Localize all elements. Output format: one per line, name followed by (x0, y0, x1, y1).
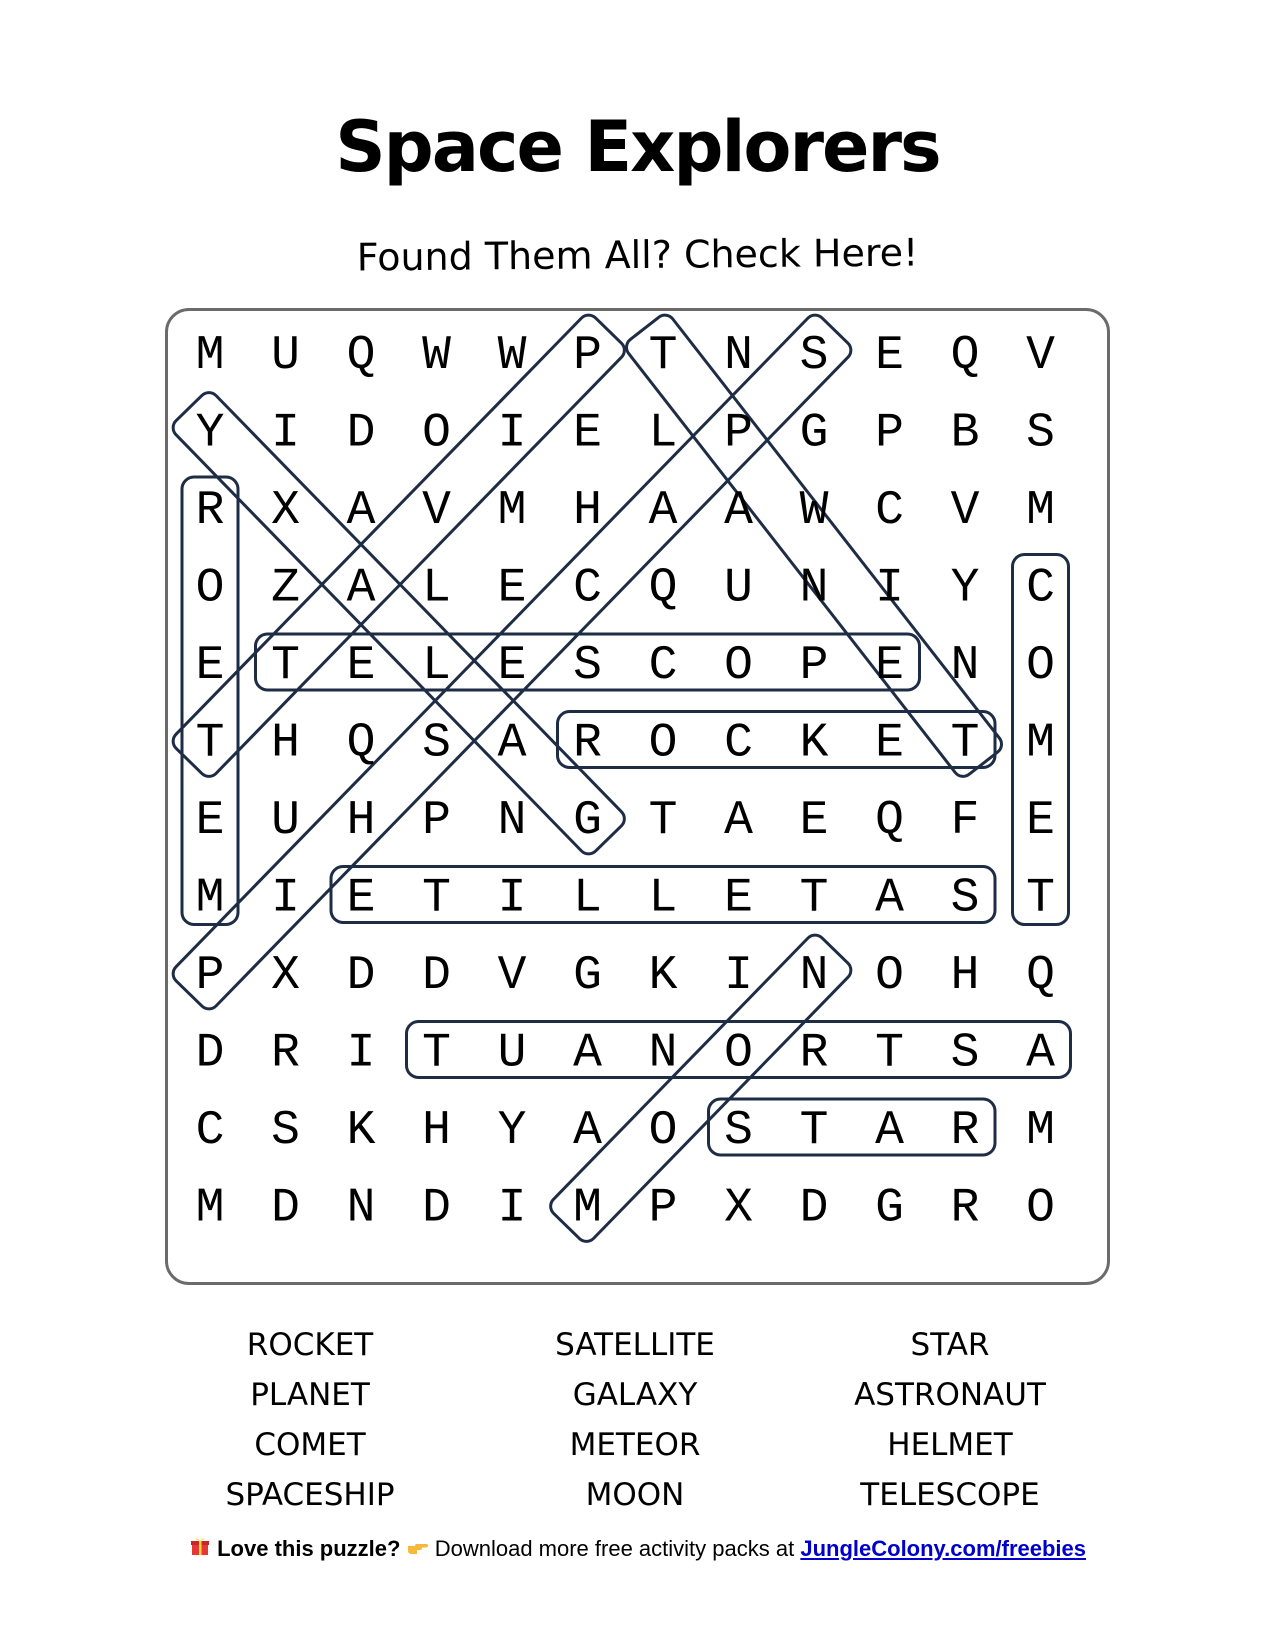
grid-letter: P (799, 639, 829, 693)
grid-letter: E (195, 639, 225, 693)
grid-letter: I (875, 561, 904, 616)
grid-letter: H (271, 716, 300, 771)
grid-letter: H (573, 484, 602, 538)
grid-letter: T (799, 871, 829, 926)
grid-letter: S (724, 1104, 753, 1158)
grid-letter: Q (875, 794, 904, 848)
word-list-item: ASTRONAUT (854, 1377, 1046, 1413)
grid-letter: A (346, 484, 376, 538)
grid-letter: L (422, 639, 451, 693)
grid-letter: D (799, 1181, 829, 1236)
grid-letter: H (950, 949, 980, 1003)
grid-letter: Y (195, 406, 225, 461)
word-list-item: MOON (585, 1477, 685, 1513)
grid-letter: N (799, 949, 829, 1003)
grid-letter: D (271, 1181, 300, 1236)
grid-letter: V (1026, 329, 1055, 383)
word-list-item: HELMET (887, 1427, 1013, 1463)
grid-letter: C (875, 484, 904, 538)
word-list-item: ROCKET (246, 1327, 374, 1363)
grid-letter: P (648, 1181, 678, 1236)
grid-letter: O (875, 949, 904, 1003)
grid-letter: T (875, 1026, 904, 1081)
grid-letter: F (950, 794, 980, 848)
grid-letter: W (497, 329, 527, 383)
grid-letter: T (950, 716, 980, 771)
grid-letter: E (346, 871, 376, 926)
grid-letter: N (799, 561, 829, 616)
grid-letter: A (875, 871, 904, 926)
grid-letter: G (875, 1181, 904, 1236)
grid-letter: Q (346, 329, 376, 383)
grid-letter: Y (497, 1104, 527, 1158)
footer-callout: Love this puzzle? (217, 1536, 401, 1561)
grid-letter: R (573, 716, 602, 771)
word-list-item: TELESCOPE (860, 1477, 1040, 1513)
grid-letter: C (195, 1104, 225, 1158)
grid-letter: D (422, 949, 451, 1003)
grid-letter: L (648, 871, 678, 926)
grid-letter: C (573, 561, 602, 616)
grid-letter: X (271, 949, 300, 1003)
grid-letter: M (195, 871, 225, 926)
grid-letter: E (1026, 794, 1055, 848)
grid-letter: G (573, 794, 602, 848)
gift-icon (189, 1534, 211, 1564)
grid-letter: M (1026, 716, 1055, 771)
grid-letter: A (573, 1104, 602, 1158)
grid-letter: L (573, 871, 602, 926)
grid-letter: O (648, 716, 678, 771)
grid-letter: R (799, 1026, 829, 1081)
word-list-item: GALAXY (572, 1377, 698, 1413)
grid-letter: E (573, 406, 602, 461)
grid-letter: A (1026, 1026, 1055, 1081)
word-list-column-3 (800, 1320, 1100, 1520)
grid-letter: S (950, 1026, 980, 1081)
footer (0, 1534, 1275, 1564)
grid-letter: D (422, 1181, 451, 1236)
grid-letter: U (271, 794, 300, 848)
grid-letter: O (724, 639, 753, 693)
grid-letter: M (573, 1181, 602, 1236)
grid-letter: M (195, 329, 225, 383)
grid-letter: V (950, 484, 980, 538)
grid-letter: I (271, 871, 300, 926)
grid-letter: T (422, 1026, 451, 1081)
grid-letter: T (195, 716, 225, 771)
grid-letter: I (724, 949, 753, 1003)
grid-letter: X (724, 1181, 753, 1236)
grid-letter: M (1026, 484, 1055, 538)
word-list-item: SPACESHIP (225, 1477, 395, 1513)
grid-letter: T (422, 871, 451, 926)
grid-letter: H (346, 794, 376, 848)
grid-letter: P (422, 794, 451, 848)
grid-letter: Y (950, 561, 980, 616)
grid-letter: W (799, 484, 829, 538)
grid-letter: E (875, 639, 904, 693)
grid-letter: P (195, 949, 225, 1003)
word-list-column-1 (160, 1320, 460, 1520)
grid-letter: Q (950, 329, 980, 383)
grid-letter: R (271, 1026, 300, 1081)
grid-letter: T (799, 1104, 829, 1158)
grid-letter: U (271, 329, 300, 383)
grid-letter: T (271, 639, 300, 693)
word-list-item: COMET (254, 1427, 366, 1463)
grid-letter: O (1026, 639, 1055, 693)
grid-letter: U (724, 561, 753, 616)
grid-letter: T (648, 794, 678, 848)
pointing-hand-icon (407, 1534, 429, 1564)
grid-letter: D (346, 949, 376, 1003)
grid-letter: A (346, 561, 376, 616)
grid-letter: A (875, 1104, 904, 1158)
grid-letter: C (724, 716, 753, 771)
grid-letter: E (346, 639, 376, 693)
grid-letter: O (422, 406, 451, 461)
grid-letter: G (799, 406, 829, 461)
grid-letter: M (1026, 1104, 1055, 1158)
word-list-column-2 (485, 1320, 785, 1520)
grid-letter: A (648, 484, 678, 538)
grid-letter: K (346, 1104, 376, 1158)
word-list-item: PLANET (250, 1377, 370, 1413)
grid-letter: X (271, 484, 300, 538)
grid-letter: N (648, 1026, 678, 1081)
grid-letter: T (1026, 871, 1055, 926)
grid-letter: Q (1026, 949, 1055, 1003)
grid-letter: S (799, 329, 829, 383)
grid-letter: A (724, 484, 753, 538)
grid-letter: S (573, 639, 602, 693)
grid-letter: A (573, 1026, 602, 1081)
grid-letter: I (346, 1026, 376, 1081)
freebies-link[interactable]: JungleColony.com/freebies (800, 1536, 1086, 1561)
grid-letter: C (1026, 561, 1055, 616)
grid-letter: K (799, 716, 829, 771)
grid-letter: O (195, 561, 225, 616)
grid-letter: L (648, 406, 678, 461)
grid-letter: R (195, 484, 225, 538)
grid-letter: E (875, 716, 904, 771)
grid-letter: N (497, 794, 527, 848)
grid-letter: A (497, 716, 527, 771)
grid-letter: E (497, 561, 527, 616)
grid-letter: E (875, 329, 904, 383)
grid-letter: Q (346, 716, 376, 771)
grid-letter: I (271, 406, 300, 461)
grid-letter: E (799, 794, 829, 848)
grid-letter: E (497, 639, 527, 693)
grid-letter: S (271, 1104, 300, 1158)
grid-letter: M (195, 1181, 225, 1236)
grid-letter: U (497, 1026, 527, 1081)
footer-text: Download more free activity packs at (434, 1536, 795, 1561)
grid-letter: A (724, 794, 753, 848)
grid-letter: B (950, 406, 980, 461)
grid-letter: O (1026, 1181, 1055, 1236)
grid-letter: M (497, 484, 527, 538)
word-list-item: METEOR (569, 1427, 701, 1463)
grid-letter: S (950, 871, 980, 926)
grid-letter: P (573, 329, 602, 383)
grid-letter: Q (648, 561, 678, 616)
grid-letter: K (648, 949, 678, 1003)
page-title: Space Explorers (335, 106, 940, 188)
grid-letter: S (1026, 406, 1055, 461)
page-subtitle: Found Them All? Check Here! (356, 230, 919, 280)
grid-letter: E (724, 871, 753, 926)
grid-letter: C (648, 639, 678, 693)
grid-letter: P (724, 406, 753, 461)
grid-letter: G (573, 949, 602, 1003)
grid-letter: I (497, 406, 527, 461)
grid-letter: S (422, 716, 451, 771)
grid-letter: R (950, 1104, 980, 1158)
grid-letter: I (497, 871, 527, 926)
grid-letter: E (195, 794, 225, 848)
grid-letter: L (422, 561, 451, 616)
grid-letter: V (422, 484, 451, 538)
word-list-item: STAR (910, 1327, 990, 1363)
grid-letter: N (950, 639, 980, 693)
grid-letter: V (497, 949, 527, 1003)
grid-letter: R (950, 1181, 980, 1236)
grid-letter: P (875, 406, 904, 461)
grid-letter: Z (271, 561, 300, 616)
grid-letter: D (346, 406, 376, 461)
grid-letter: H (422, 1104, 451, 1158)
grid-letter: N (724, 329, 753, 383)
grid-letter: T (648, 329, 678, 383)
word-list-item: SATELLITE (555, 1327, 715, 1363)
grid-letter: D (195, 1026, 225, 1081)
grid-letter: N (346, 1181, 376, 1236)
grid-letter: W (422, 329, 451, 383)
grid-letter: I (497, 1181, 527, 1236)
grid-letter: O (724, 1026, 753, 1081)
grid-letter: O (648, 1104, 678, 1158)
